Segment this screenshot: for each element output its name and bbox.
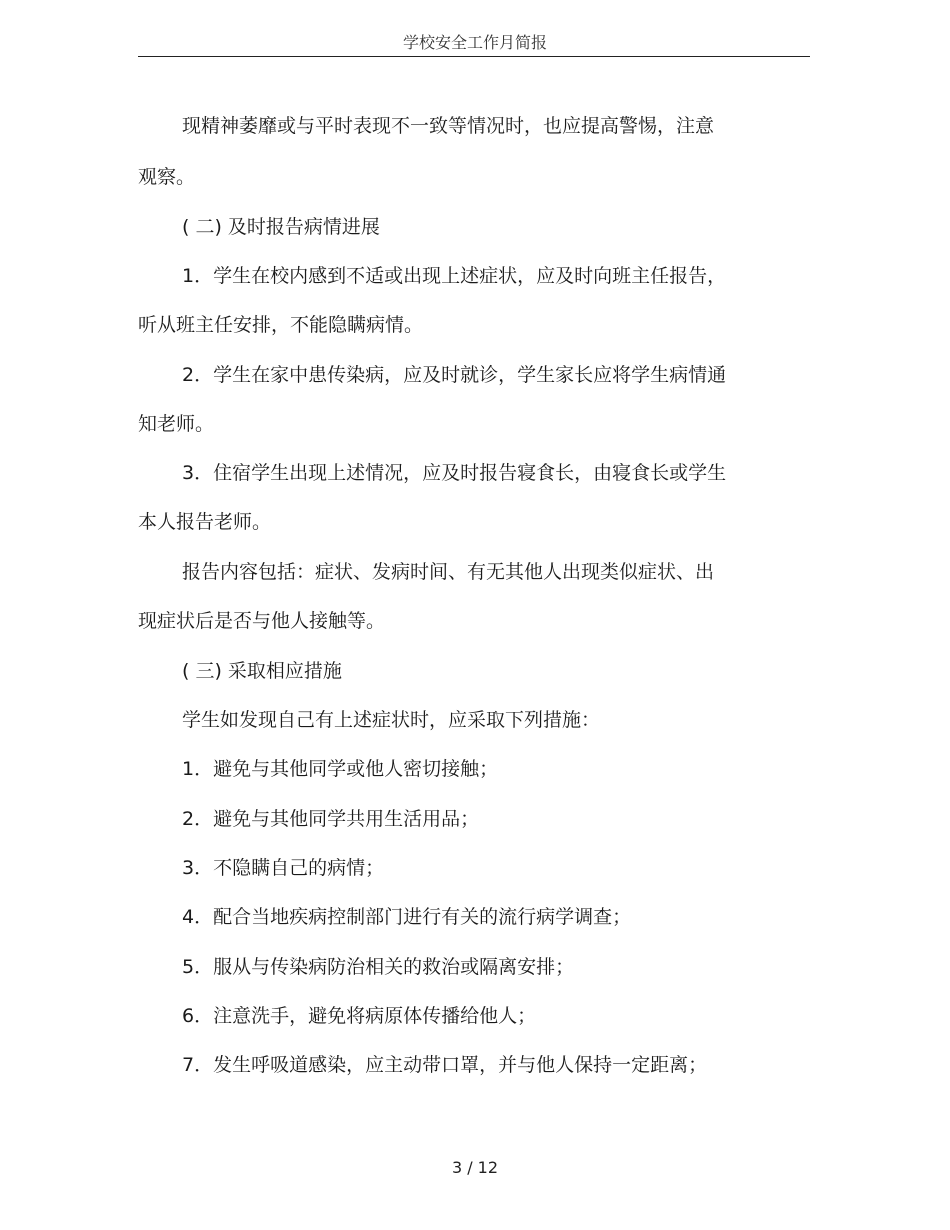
text-line: 知老师。 bbox=[138, 413, 215, 435]
section-heading: ( 三) 采取相应措施 bbox=[182, 660, 342, 682]
text-line: 1．学生在校内感到不适或出现上述症状，应及时向班主任报告， bbox=[182, 265, 727, 287]
text-line: 3．住宿学生出现上述情况，应及时报告寝食长，由寝食长或学生 bbox=[182, 462, 727, 484]
list-item: 7．发生呼吸道感染，应主动带口罩，并与他人保持一定距离； bbox=[182, 1054, 708, 1076]
list-item: 1．避免与其他同学或他人密切接触； bbox=[182, 758, 499, 780]
list-item: 3．不隐瞒自己的病情； bbox=[182, 857, 385, 879]
section-heading: ( 二) 及时报告病情进展 bbox=[182, 216, 380, 238]
text-line: 现精神萎靡或与平时表现不一致等情况时，也应提高警惕，注意 bbox=[182, 115, 715, 137]
header-divider bbox=[138, 56, 810, 57]
text-line: 听从班主任安排，不能隐瞒病情。 bbox=[138, 314, 424, 336]
page-indicator: 3 / 12 bbox=[451, 1158, 499, 1177]
text-line: 2．学生在家中患传染病，应及时就诊，学生家长应将学生病情通 bbox=[182, 364, 727, 386]
list-item: 2．避免与其他同学共用生活用品； bbox=[182, 808, 480, 830]
list-item: 4．配合当地疾病控制部门进行有关的流行病学调查； bbox=[182, 906, 632, 928]
text-line: 观察。 bbox=[138, 166, 196, 188]
page-header-title: 学校安全工作月简报 bbox=[402, 33, 547, 52]
list-item: 5．服从与传染病防治相关的救治或隔离安排； bbox=[182, 956, 575, 978]
text-line: 报告内容包括：症状、发病时间、有无其他人出现类似症状、出 bbox=[182, 561, 715, 583]
text-line: 现症状后是否与他人接触等。 bbox=[138, 610, 386, 632]
text-line: 本人报告老师。 bbox=[138, 511, 272, 533]
text-line: 学生如发现自己有上述症状时，应采取下列措施： bbox=[182, 709, 601, 731]
list-item: 6．注意洗手，避免将病原体传播给他人； bbox=[182, 1005, 537, 1027]
